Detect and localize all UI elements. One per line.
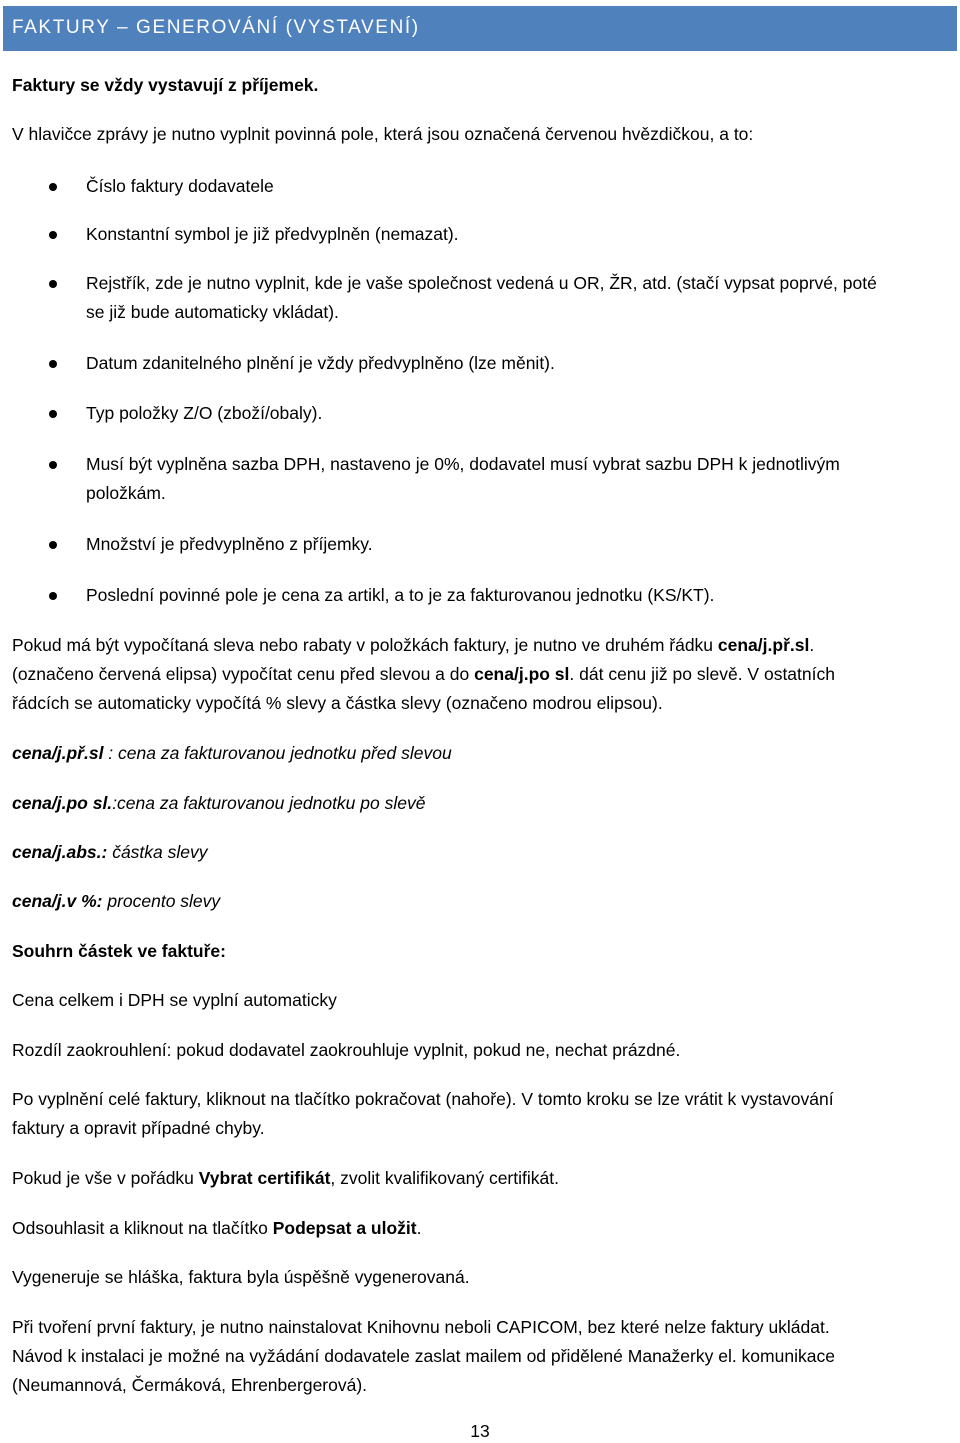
list-item: Datum zdanitelného plnění je vždy předvyplněno (lze měnit). [86, 353, 555, 373]
step-text: Odsouhlasit a kliknout na tlačítko Podepsat a uložit. [12, 1218, 422, 1238]
definition-line: cena/j.př.sl : cena za fakturovanou jednotku před slevou [12, 743, 452, 763]
step-text: Vygeneruje se hláška, faktura byla úspěšně vygenerovaná. [12, 1267, 470, 1287]
list-item-continuation: se již bude automaticky vkládat). [86, 302, 339, 322]
bullet-icon [49, 231, 57, 239]
bullet-icon [49, 183, 57, 191]
list-item: Konstantní symbol je již předvyplněn (nemazat). [86, 224, 459, 244]
list-item: Musí být vyplněna sazba DPH, nastaveno je 0%, dodavatel musí vybrat sazbu DPH k jednotlivým [86, 454, 840, 474]
list-item: Množství je předvyplněno z příjemky. [86, 534, 373, 554]
intro-text: V hlavičce zprávy je nutno vyplnit povinná pole, která jsou označená červenou hvězdičkou, a to: [12, 124, 754, 144]
note-text: Při tvoření první faktury, je nutno nainstalovat Knihovnu neboli CAPICOM, bez které nelze faktury ukládat. [12, 1317, 830, 1337]
bullet-icon [49, 410, 57, 418]
page-number: 13 [470, 1421, 490, 1441]
list-item: Číslo faktury dodavatele [86, 176, 274, 196]
summary-text: Cena celkem i DPH se vyplní automaticky [12, 990, 337, 1010]
list-item: Rejstřík, zde je nutno vyplnit, kde je vaše společnost vedená u OR, ŽR, atd. (stačí vypsat poprvé, poté [86, 273, 877, 293]
bullet-icon [49, 461, 57, 469]
discount-text-line: Pokud má být vypočítaná sleva nebo rabaty v položkách faktury, je nutno ve druhém řádku cena/j.př.sl. [12, 635, 815, 655]
section-header-bar [3, 6, 957, 51]
definition-line: cena/j.po sl.:cena za fakturovanou jednotku po slevě [12, 793, 426, 813]
bullet-icon [49, 592, 57, 600]
list-item-continuation: položkám. [86, 483, 166, 503]
note-text: Návod k instalaci je možné na vyžádání dodavatele zaslat mailem od přidělené Manažerky el. komunikace [12, 1346, 835, 1366]
discount-text-line: řádcích se automaticky vypočítá % slevy a částka slevy (označeno modrou elipsou). [12, 693, 663, 713]
summary-heading: Souhrn částek ve faktuře: [12, 941, 226, 961]
step-text: faktury a opravit případné chyby. [12, 1118, 265, 1138]
list-item: Typ položky Z/O (zboží/obaly). [86, 403, 323, 423]
definition-line: cena/j.abs.: částka slevy [12, 842, 208, 862]
bullet-icon [49, 280, 57, 288]
summary-text: Rozdíl zaokrouhlení: pokud dodavatel zaokrouhluje vyplnit, pokud ne, nechat prázdné. [12, 1040, 681, 1060]
list-item: Poslední povinné pole je cena za artikl, a to je za fakturovanou jednotku (KS/KT). [86, 585, 715, 605]
intro-heading: Faktury se vždy vystavují z příjemek. [12, 75, 319, 95]
bullet-icon [49, 541, 57, 549]
bullet-icon [49, 360, 57, 368]
discount-text-line: (označeno červená elipsa) vypočítat cenu před slevou a do cena/j.po sl. dát cenu již po slevě. V ostatních [12, 664, 835, 684]
note-text: (Neumannová, Čermáková, Ehrenbergerová). [12, 1375, 368, 1395]
section-title: FAKTURY – GENEROVÁNÍ (VYSTAVENÍ) [12, 17, 420, 38]
definition-line: cena/j.v %: procento slevy [12, 891, 221, 911]
step-text: Pokud je vše v pořádku Vybrat certifikát, zvolit kvalifikovaný certifikát. [12, 1168, 559, 1188]
step-text: Po vyplnění celé faktury, kliknout na tlačítko pokračovat (nahoře). V tomto kroku se lze vrátit k vystavování [12, 1089, 834, 1109]
